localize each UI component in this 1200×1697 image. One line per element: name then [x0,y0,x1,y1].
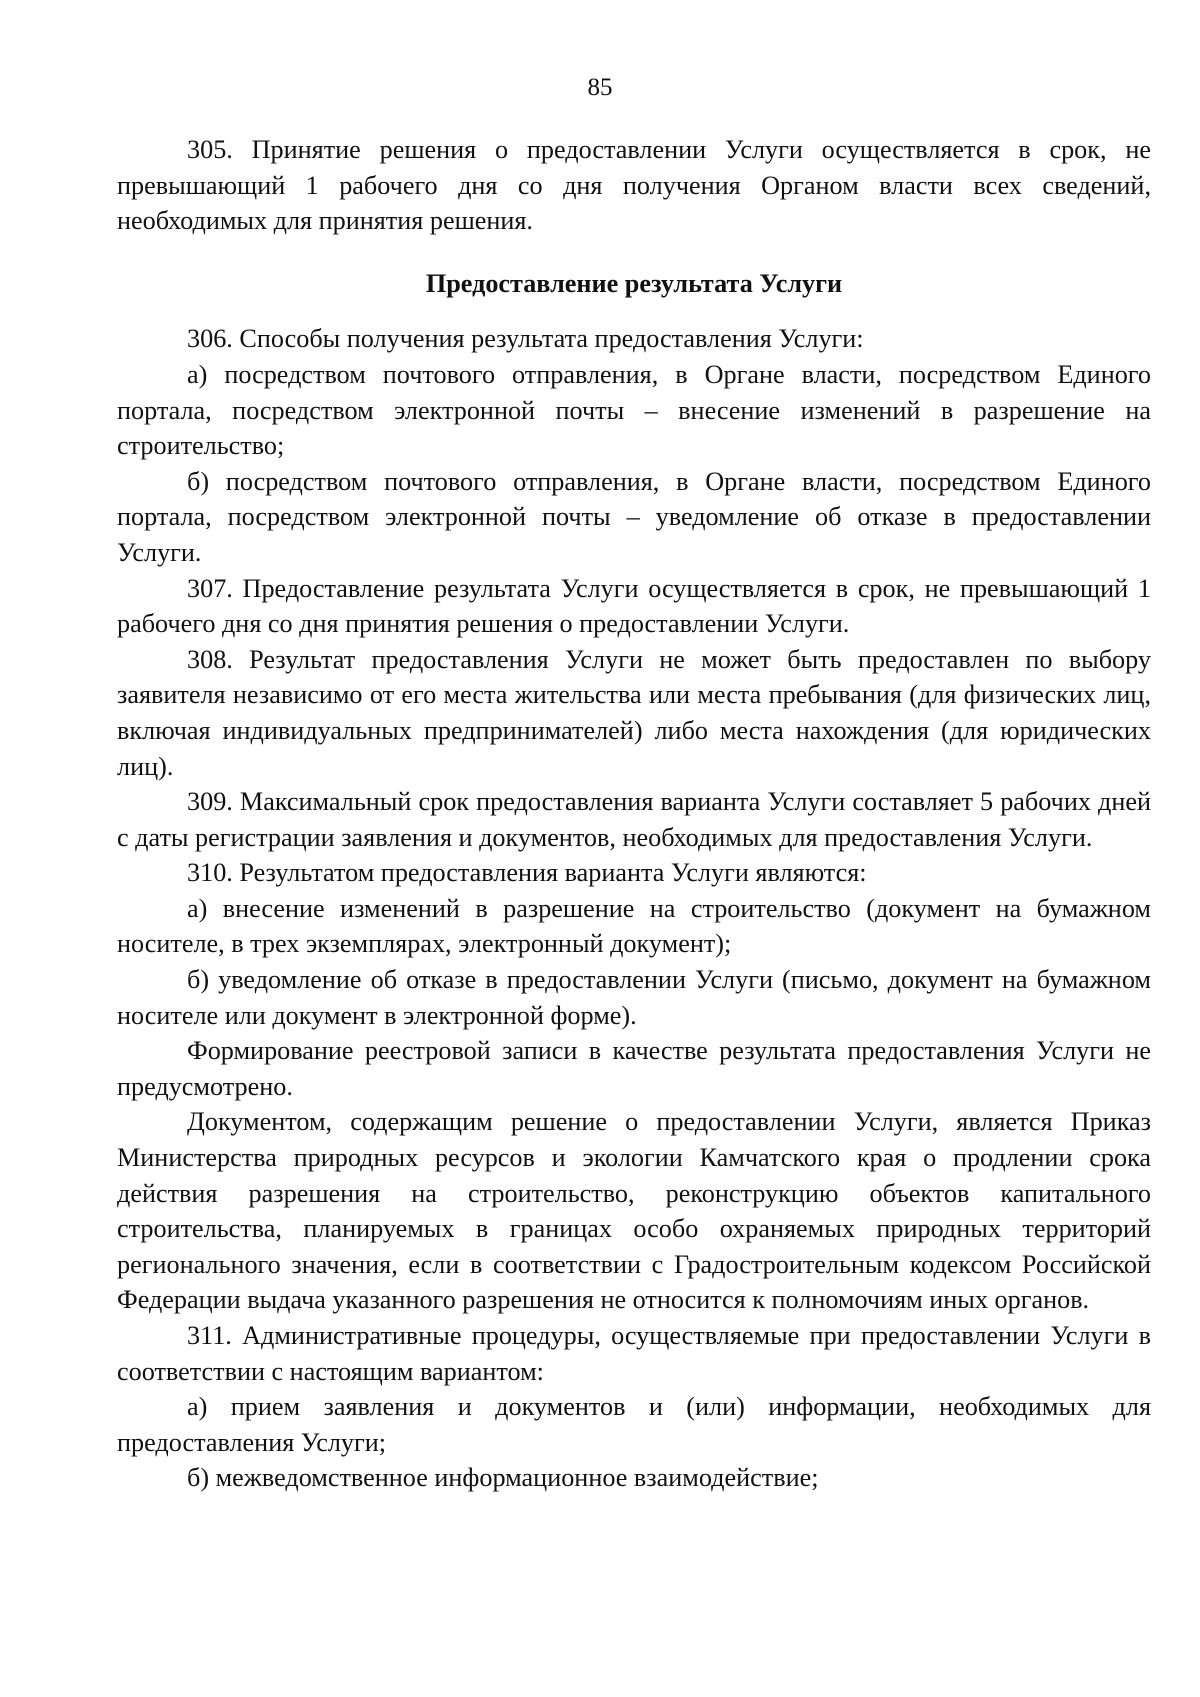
paragraph-registry-record: Формирование реестровой записи в качестве результата предоставления Услуги не предусмотрено. [117,1036,1151,1101]
paragraph-308: 308. Результат предоставления Услуги не может быть предоставлен по выбору заявителя независимо от его места жительства или места пребывания (для физических лиц, включая индивидуальных предпринимателей) либо места нахождения (для юридических лиц). [117,644,1151,781]
page-number: 85 [587,74,613,101]
section-heading: Предоставление результата Услуги [425,268,843,298]
paragraph-311-b: б) межведомственное информационное взаимодействие; [187,1463,819,1493]
paragraph-decision-document: Документом, содержащим решение о предоставлении Услуги, является Приказ Министерства природных ресурсов и экологии Камчатского края о продлении срока действия разрешения на строительство, реконструкцию объектов капитального строительства, планируемых в границах особо охраняемых природных территорий регионального значения, если в соответствии с Градостроительным кодексом Российской Федерации выдача указанного разрешения не относится к полномочиям иных органов. [117,1107,1151,1315]
paragraph-306-b: б) посредством почтового отправления, в Органе власти, посредством Единого портала, посредством электронной почты – уведомление об отказе в предоставлении Услуги. [117,466,1151,567]
paragraph-311-a: а) прием заявления и документов и (или) информации, необходимых для предоставления Услуги; [117,1392,1151,1457]
paragraph-305: 305. Принятие решения о предоставлении Услуги осуществляется в срок, не превышающий 1 рабочего дня со дня получения Органом власти всех сведений, необходимых для принятия решения. [117,135,1151,236]
paragraph-306-a: а) посредством почтового отправления, в Органе власти, посредством Единого портала, посредством электронной почты – внесение изменений в разрешение на строительство; [117,359,1151,461]
document-body [117,132,1151,1496]
paragraph-309: 309. Максимальный срок предоставления варианта Услуги составляет 5 рабочих дней с даты регистрации заявления и документов, необходимых для предоставления Услуги. [117,787,1151,852]
paragraph-310-a: а) внесение изменений в разрешение на строительство (документ на бумажном носителе, в трех экземплярах, электронный документ); [117,893,1151,959]
paragraph-310: 310. Результатом предоставления варианта Услуги являются: [187,858,867,888]
paragraph-310-b: б) уведомление об отказе в предоставлении Услуги (письмо, документ на бумажном носителе или документ в электронной форме). [117,965,1151,1030]
paragraph-307: 307. Предоставление результата Услуги осуществляется в срок, не превышающий 1 рабочего дня со дня принятия решения о предоставлении Услуги. [117,573,1151,639]
paragraph-311: 311. Административные процедуры, осуществляемые при предоставлении Услуги в соответствии с настоящим вариантом: [117,1321,1151,1386]
paragraph-306: 306. Способы получения результата предоставления Услуги: [187,324,864,354]
